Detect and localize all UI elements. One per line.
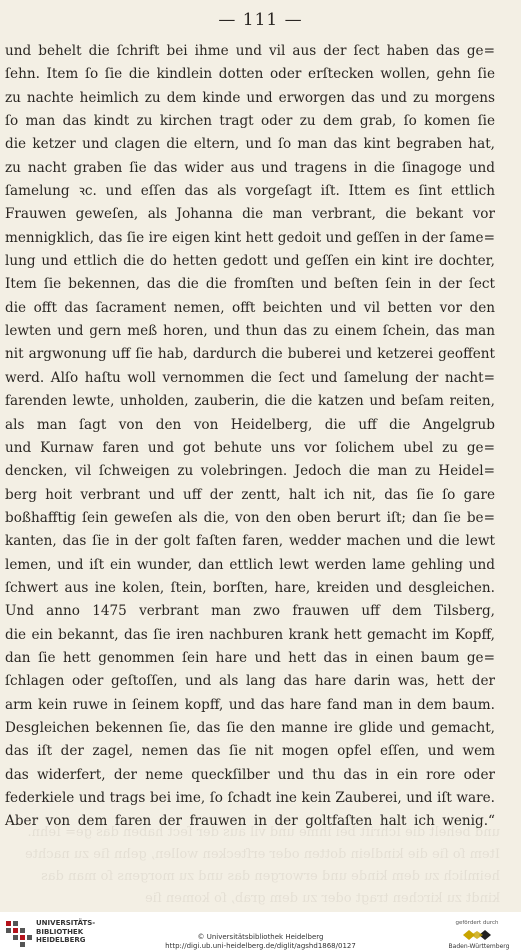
text-line: Und anno 1475 verbrant man zwo frauwen uff dem Tilsberg, xyxy=(5,603,495,620)
text-line: und Kurnaw faren und got behute uns vor ſolichem ubel zu ge= xyxy=(5,439,495,456)
text-line: ſchwert aus ine kolen, ſtein, borſten, hare, kreiden und desgleichen. xyxy=(5,579,495,596)
text-line: arm kein ruwe in ſeinem kopff, und das hare fand man in dem baum. xyxy=(5,696,495,713)
text-line: kanten, das ſie in der golt faſten faren, wedder machen und die lewt xyxy=(5,533,495,550)
text-line: zu nacht graben ſie das wider aus und tragens in die ſinagoge und xyxy=(5,159,495,176)
show-through-texture: und behelt die ſchrift bei ihme und vil aus der ſect haben das ge= ſehn. Item ſo ſie die kindlein dotten oder erſtecken wollen, gehn ſie zu nachte heimlich zu dem kinde und erworgen das und zu morgens ſo man das kindt zu kirchen tragt oder zu dem grab, ſo komen ſie xyxy=(25,825,500,906)
text-line: dencken, vil ſchweigen zu volebringen. Jedoch die man zu Heidel= xyxy=(5,463,495,480)
text-line: Desgleichen bekennen ſie, das ſie den manne ire glide und gemacht, xyxy=(5,719,495,736)
text-line: federkiele und trags bei ime, ſo ſchadt ine kein Zauberei, und iſt ware. xyxy=(5,790,495,806)
text-line: das iſt der zagel, nemen das ſie nit mogen opfel eſſen, und wem xyxy=(5,743,495,760)
text-line: lung und ettlich die do hetten gedott und geſſen ein kint ire dochter, xyxy=(5,253,495,270)
text-line: mennigklich, das ſie ire eigen kint hett gedoit und geſſen in der ſame= xyxy=(5,229,495,246)
text-line: die offt das ſacrament nemen, offt beichten und vil betten vor den xyxy=(5,299,495,316)
text-line: Item ſie bekennen, das die die fromſten und beſten ſein in der ſect xyxy=(5,276,495,293)
text-line: Aber von dem faren der frauwen in der goltfaſten halt ich wenig.“ xyxy=(5,813,495,830)
text-line: zu nachte heimlich zu dem kinde und erworgen das und zu morgens xyxy=(5,89,495,106)
text-line: lewten und gern meß horen, und thun das zu einem ſchein, das man xyxy=(5,323,495,340)
text-line: boßhafftig ſein geweſen als die, von den oben berurt iſt; dan ſie be= xyxy=(5,509,495,526)
digitization-footer xyxy=(0,912,521,952)
funded-by-label: gefördert durch xyxy=(455,920,499,926)
page-number: — 111 — xyxy=(218,10,303,30)
text-line: dan ſie hett genommen ſein hare und hett das in einen baum ge= xyxy=(5,649,495,666)
text-line: die ein bekannt, das ſie iren nachburen krank hett gemacht im Kopff, xyxy=(5,626,495,643)
text-line: werd. Alſo haſtu woll vernommen die ſect und ſamelung der nacht= xyxy=(5,369,495,386)
institution-name: UNIVERSITÄTS- BIBLIOTHEK HEIDELBERG xyxy=(36,919,96,944)
text-line: lemen, und iſt ein wunder, dan ettlich lewt werden lame gehling und xyxy=(5,556,495,573)
text-line: das widerfert, der neme queckſilber und thu das in ein rore oder xyxy=(5,766,495,783)
text-line: und behelt die ſchrift bei ihme und vil aus der ſect haben das ge= xyxy=(5,43,495,59)
funder-name: Baden-Württemberg xyxy=(448,943,510,950)
body-text xyxy=(5,40,495,834)
text-line: ſehn. Item ſo ſie die kindlein dotten oder erſtecken wollen, gehn ſie xyxy=(5,66,495,83)
text-line: berg hoit verbrant und uff der zentt, halt ich nit, das ſie ſo gare xyxy=(5,486,495,503)
text-line: ſamelung ꝛc. und eſſen das als vorgeſagt iſt. Ittem es ſint ettlich xyxy=(5,183,495,200)
copyright-notice: © Universitätsbibliothek Heidelberg xyxy=(197,933,324,941)
text-line: Frauwen geweſen, als Johanna die man verbrant, die bekant vor xyxy=(5,206,495,223)
baden-wuerttemberg-emblem-icon xyxy=(459,927,495,943)
text-line: als man ſagt von den von Heidelberg, die uff die Angelgrub xyxy=(5,416,495,433)
text-line: nit argwonung uff ſie hab, dardurch die buberei und ketzerei geoffent xyxy=(5,346,495,363)
text-line: ſchlagen oder geſtoſſen, und als lang das hare darin was, hett der xyxy=(5,673,495,690)
permalink-url[interactable]: http://digi.ub.uni-heidelberg.de/diglit/agshd1868/0127 xyxy=(165,942,356,950)
text-line: ſo man das kindt zu kirchen tragt oder zu dem grab, ſo komen ſie xyxy=(5,113,495,130)
text-line: farenden lewte, unholden, zauberin, die die katzen und beſam reiten, xyxy=(5,393,495,410)
text-line: die ketzer und clagen die eltern, und ſo man das kint begraben hat, xyxy=(5,136,495,153)
